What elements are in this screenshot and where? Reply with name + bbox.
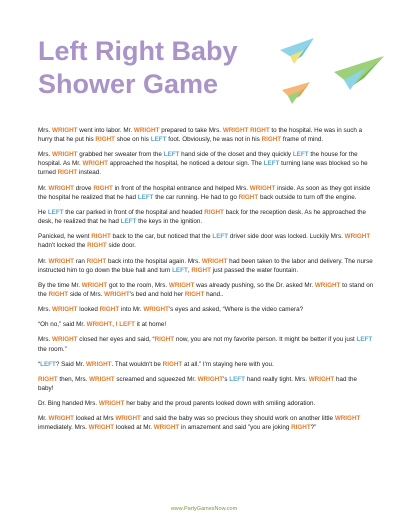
- right-word: RIGHT: [191, 266, 211, 274]
- story-paragraph: [38, 414, 374, 432]
- wright-word: WRIGHT: [98, 400, 125, 408]
- left-word: LEFT: [292, 151, 309, 159]
- wright-word: WRIGHT: [48, 184, 75, 192]
- text-run: side door.: [106, 242, 136, 250]
- text-run: looked: [77, 306, 100, 314]
- text-run: immediately. Mrs.: [38, 424, 89, 432]
- title-line-1: Left Right Baby: [38, 36, 238, 66]
- text-run: back into the hospital again. Mrs.: [106, 257, 202, 265]
- wright-word: WRIGHT: [85, 360, 112, 368]
- text-run: the room.”: [38, 345, 67, 353]
- text-run: frame of mind.: [281, 136, 324, 144]
- text-run: “: [38, 360, 41, 368]
- text-run: into Mr.: [119, 306, 144, 314]
- text-run: it at home!: [134, 321, 167, 329]
- right-word: RIGHT: [162, 360, 183, 368]
- right-word: RIGHT: [154, 336, 175, 344]
- text-run: now, you are not my favorite person. It might be better if you just: [174, 336, 357, 344]
- wright-word: WRIGHT: [86, 321, 113, 329]
- right-word: RIGHT: [99, 306, 120, 314]
- left-word: LEFT: [137, 193, 154, 201]
- text-run: in amazement and said "you are joking: [179, 424, 292, 432]
- title-line-2: Shower Game: [38, 69, 219, 99]
- wright-word: WRIGHT: [104, 290, 130, 298]
- story-paragraph: [38, 126, 374, 144]
- text-run: driver side door was locked. Luckily Mrs.: [228, 233, 345, 241]
- text-run: in front of the hospital entrance and helped Mrs.: [112, 184, 250, 192]
- left-word: LEFT: [40, 360, 56, 368]
- text-run: inside. As soon as they got inside the hospital he realized that he had: [38, 184, 371, 201]
- text-run: foot. Obviously, he was not in his: [166, 136, 262, 144]
- wright-word: WRIGHT: [115, 415, 141, 423]
- text-run: then, Mrs.: [57, 375, 90, 383]
- text-run: 's bed and hold her: [129, 290, 185, 298]
- story-text: [38, 126, 374, 439]
- wright-word: WRIGHT: [82, 160, 108, 168]
- right-word: RIGHT: [57, 169, 78, 177]
- story-paragraph: [38, 281, 374, 299]
- text-run: “Oh no,” said Mr.: [38, 321, 87, 329]
- text-run: prepared to take Mrs.: [159, 127, 223, 134]
- text-run: was already pushing, so the Dr. asked Mr.: [194, 281, 315, 289]
- text-run: 's eyes and asked, “Where is the video camera?: [168, 306, 304, 314]
- text-run: had the baby!: [38, 375, 358, 392]
- text-run: Panicked, he went: [38, 233, 92, 241]
- story-paragraph: [38, 375, 374, 393]
- text-run: ?": [310, 424, 317, 432]
- story-paragraph: [38, 399, 374, 408]
- text-run: to the hospital. He was in such a hurry that he put his: [38, 127, 363, 144]
- text-run: just passed the water fountain.: [210, 266, 299, 274]
- right-word: RIGHT: [204, 208, 224, 216]
- left-word: LEFT: [120, 218, 137, 226]
- footer-url: www.PartyGamesNow.com: [170, 506, 238, 512]
- wright-word: WRIGHT: [201, 257, 228, 265]
- right-word: RIGHT: [291, 424, 311, 432]
- wright-word: WRIGHT: [249, 184, 276, 192]
- wright-word: WRIGHT: [308, 375, 335, 383]
- left-word: LEFT: [150, 136, 167, 144]
- text-run: the house for the hospital. As Mr.: [38, 151, 358, 168]
- text-run: ,: [112, 321, 116, 329]
- text-run: Mrs.: [38, 306, 52, 314]
- text-run: ,: [187, 266, 192, 274]
- text-run: shoe on his: [115, 136, 151, 144]
- wright-word: WRIGHT: [81, 281, 108, 289]
- wright-word: WRIGHT: [52, 306, 78, 314]
- text-run: side of Mrs.: [68, 290, 105, 298]
- left-word: LEFT: [263, 160, 280, 168]
- text-run: hand side of the closet and they quickly: [179, 151, 293, 159]
- wright-word: WRIGHT: [48, 257, 75, 265]
- text-run: and said the baby was so precious they should work on another little: [140, 415, 335, 423]
- wright-word: WRIGHT: [143, 306, 169, 314]
- text-run: closed her eyes and said, “: [77, 336, 155, 344]
- story-paragraph: [38, 305, 374, 314]
- story-paragraph: [38, 320, 374, 329]
- text-run: hand..: [204, 290, 224, 298]
- right-word: RIGHT: [48, 290, 69, 298]
- right-word: RIGHT: [86, 257, 107, 265]
- text-run: Mrs.: [38, 336, 52, 344]
- wright-word: WRIGHT: [52, 336, 78, 344]
- story-paragraph: [38, 257, 374, 275]
- text-run: the car parked in front of the hospital and headed: [63, 208, 205, 216]
- text-run: went into labor. Mr.: [77, 127, 134, 134]
- text-run: drove: [74, 184, 94, 192]
- right-word: RIGHT: [87, 242, 107, 250]
- right-word: I LEFT: [115, 321, 135, 329]
- wright-word: WRIGHT: [52, 151, 78, 159]
- wright-word: WRIGHT: [52, 127, 78, 134]
- text-run: got to the room, Mrs.: [107, 281, 169, 289]
- story-paragraph: [38, 360, 374, 369]
- text-run: had been taken to the labor and delivery. The nurse instructed him to go down the blue hall and turn: [38, 257, 373, 274]
- paper-airplane-icon: [334, 56, 384, 86]
- story-paragraph: [38, 150, 374, 177]
- text-run: instead.: [77, 169, 102, 177]
- left-word: LEFT: [47, 208, 64, 216]
- left-word: LEFT: [229, 375, 246, 383]
- text-run: screamed and squeezed Mr.: [114, 375, 198, 383]
- text-run: her baby and the proud parents looked down with smiling adoration.: [124, 400, 316, 408]
- text-run: Mrs.: [38, 127, 52, 134]
- text-run: hand really tight. Mrs.: [245, 375, 309, 383]
- text-run: the keys in the ignition.: [136, 218, 203, 226]
- text-run: hadn't locked the: [38, 242, 88, 250]
- story-paragraph: [38, 184, 374, 202]
- right-word: RIGHT: [93, 184, 113, 192]
- right-word: RIGHT: [95, 136, 115, 144]
- text-run: Mr.: [38, 257, 49, 265]
- text-run: By the time Mr.: [38, 281, 82, 289]
- text-run: Dr. Bing handed Mrs.: [38, 400, 99, 408]
- text-run: back outside to turn off the engine.: [258, 193, 357, 201]
- text-run: Mr.: [38, 415, 49, 423]
- text-run: back for the reception desk. As he approached the desk, he realized that he had: [38, 208, 367, 226]
- left-word: LEFT: [163, 151, 180, 159]
- story-paragraph: [38, 232, 374, 250]
- text-run: turning lane was blocked so he turned: [38, 160, 368, 177]
- text-run: to stand on the: [38, 281, 374, 298]
- text-run: the car running. He had to go: [153, 193, 239, 201]
- wright-word: WRIGHT: [197, 375, 224, 383]
- text-run: 's: [223, 375, 230, 383]
- wright-word: WRIGHT: [133, 127, 160, 134]
- right-word: RIGHT: [261, 136, 282, 144]
- right-word: RIGHT: [184, 290, 205, 298]
- right-word: RIGHT: [91, 233, 111, 241]
- paper-airplane-icon: [252, 20, 402, 120]
- text-run: He: [38, 208, 48, 216]
- left-word: LEFT: [172, 266, 188, 274]
- text-run: ? Said Mr.: [55, 360, 86, 368]
- left-word: LEFT: [356, 336, 373, 344]
- text-run: looked at Mr.: [114, 424, 154, 432]
- text-run: back to the car, but noticed that the: [110, 233, 213, 241]
- text-run: Mrs.: [38, 151, 52, 159]
- wright-word: WRIGHT RIGHT: [222, 127, 270, 134]
- wright-word: WRIGHT: [89, 375, 115, 383]
- text-run: Mr.: [38, 184, 49, 192]
- text-run: grabbed her sweater from the: [77, 151, 164, 159]
- wright-word: WRIGHT: [153, 424, 180, 432]
- left-word: LEFT: [212, 233, 229, 241]
- wright-word: WRIGHT: [88, 424, 115, 432]
- story-paragraph: [38, 208, 374, 226]
- wright-word: WRIGHT: [334, 415, 361, 423]
- text-run: approached the hospital, he noticed a detour sign. The: [108, 160, 264, 168]
- text-run: ran: [74, 257, 87, 265]
- right-word: RIGHT: [238, 193, 259, 201]
- text-run: at all.” I'm staying here with you.: [182, 360, 274, 368]
- wright-word: WRIGHT: [168, 281, 195, 289]
- wright-word: WRIGHT: [344, 233, 371, 241]
- page-title: [38, 35, 278, 101]
- text-run: looked at Mrs: [74, 415, 116, 423]
- story-paragraph: [38, 335, 374, 353]
- wright-word: WRIGHT: [48, 415, 75, 423]
- text-run: . That wouldn't be: [111, 360, 163, 368]
- wright-word: WRIGHT: [314, 281, 341, 289]
- right-word: RIGHT: [38, 375, 58, 383]
